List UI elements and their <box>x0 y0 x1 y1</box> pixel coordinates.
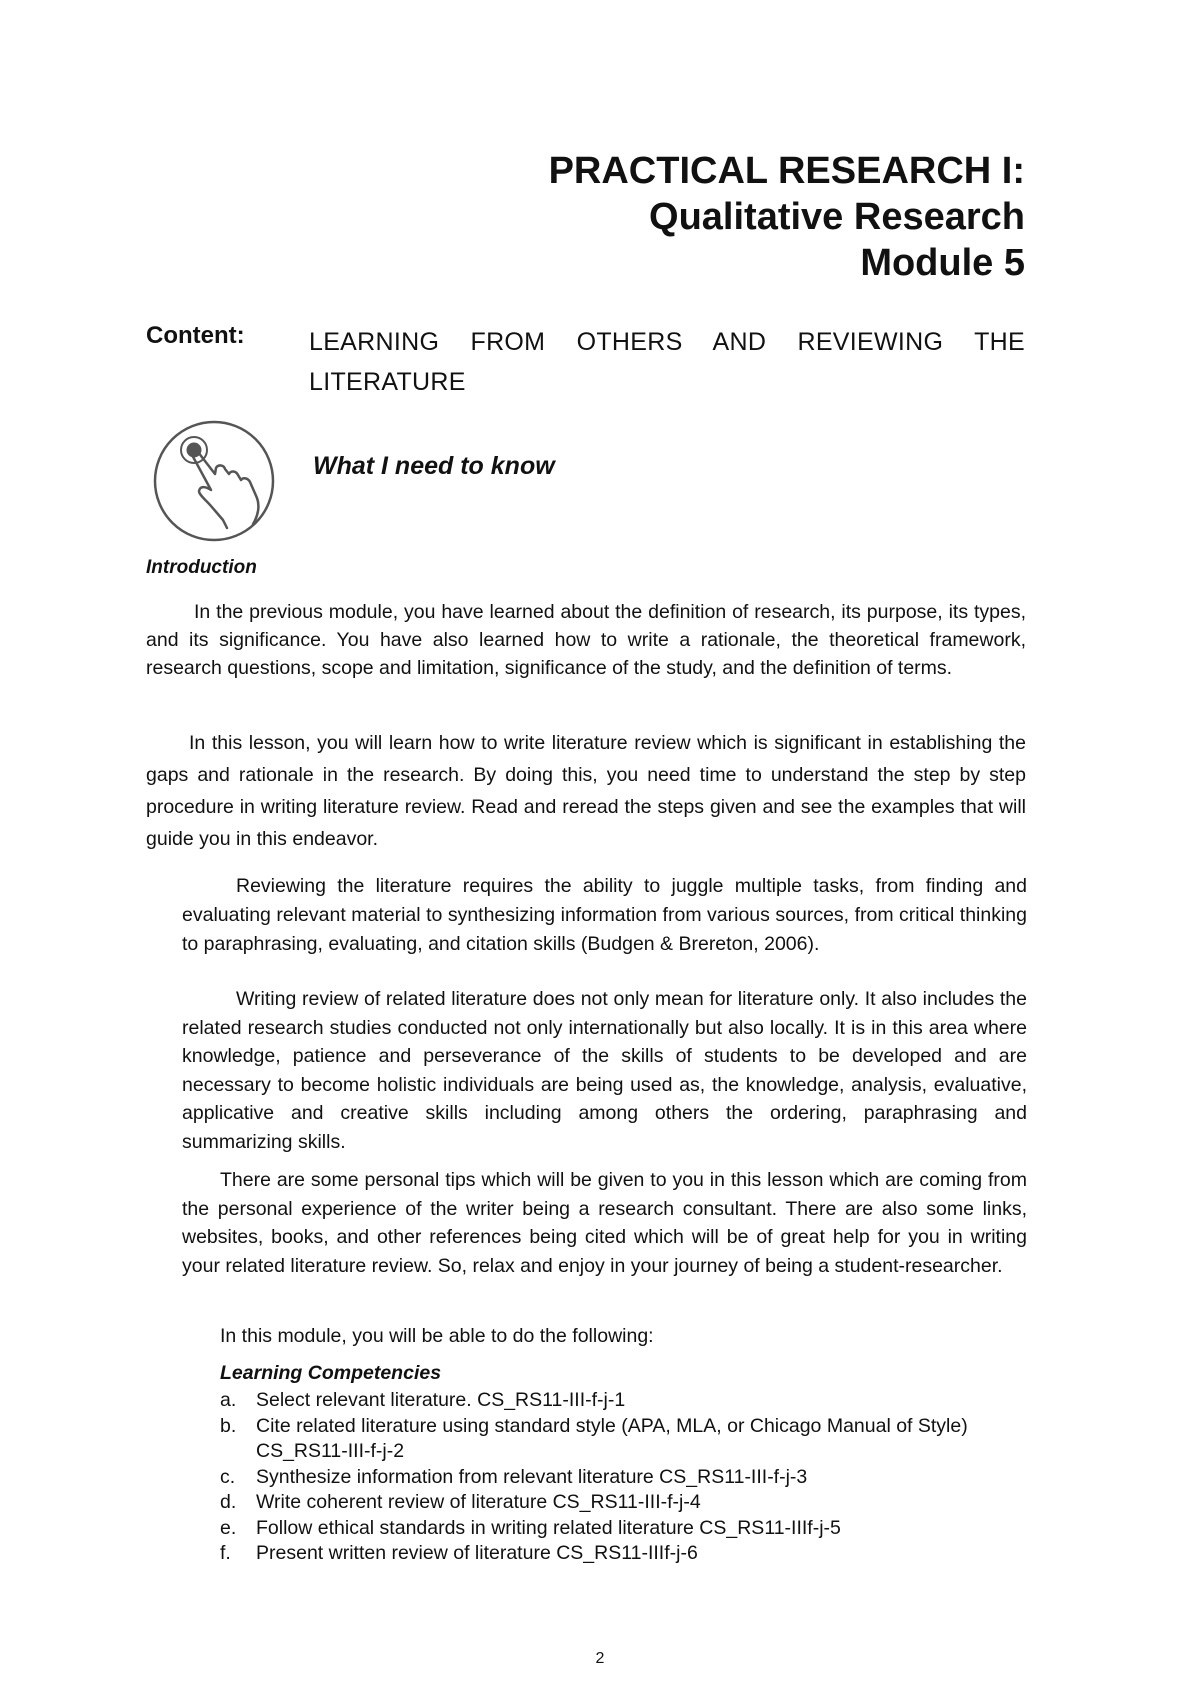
competency-item <box>220 1388 1020 1414</box>
content-label: Content: <box>146 322 245 349</box>
introduction-label: Introduction <box>146 557 257 578</box>
competency-text: Cite related literature using standard style (APA, MLA, or Chicago Manual of Style) CS_RS11-III-f-j-2 <box>256 1414 968 1462</box>
competency-letter: f. <box>220 1542 231 1564</box>
competency-item <box>220 1465 1020 1491</box>
intro-paragraph-4: Writing review of related literature does not only mean for literature only. It also includes the related research studies conducted not only internationally but also locally. It is in this area where knowledge, patience and perseverance of the skills of students to be developed and are necessary to become holistic individuals are being used as, the knowledge, analysis, evaluative, applicative and creative skills including among others the ordering, paraphrasing and summarizing skills. <box>182 988 1027 1153</box>
competency-text: Synthesize information from relevant literature CS_RS11-III-f-j-3 <box>256 1465 808 1488</box>
intro-paragraph-3: Reviewing the literature requires the ability to juggle multiple tasks, from finding and evaluating relevant material to synthesizing information from various sources, from critical thinking to paraphrasing, evaluating, and citation skills (Budgen & Brereton, 2006). <box>182 875 1027 955</box>
competency-item <box>220 1414 1020 1465</box>
competency-text: Write coherent review of literature CS_RS11-III-f-j-4 <box>256 1491 701 1513</box>
competency-item <box>220 1516 1020 1542</box>
section-heading: What I need to know <box>313 452 555 480</box>
title-line-1: PRACTICAL RESEARCH I: <box>548 150 1025 192</box>
competency-letter: e. <box>220 1516 237 1539</box>
intro-paragraph-5: There are some personal tips which will be given to you in this lesson which are coming from the personal experience of the writer being a research consultant. There are also some links, websites, books, and other references being cited which will be of great help for you in writing your related literature review. So, relax and enjoy in your journey of being a student-researcher. <box>182 1169 1027 1277</box>
competency-item <box>220 1490 1020 1516</box>
page-number: 2 <box>595 1650 605 1667</box>
competency-list <box>220 1388 1020 1567</box>
intro-paragraph-6: In this module, you will be able to do the following: <box>220 1325 654 1347</box>
module-title <box>549 148 1025 286</box>
intro-paragraph-1: In the previous module, you have learned about the definition of research, its purpose, its types, and its significance. You have also learned how to write a rationale, the theoretical framework, research questions, scope and limitation, significance of the study, and the definition of terms. <box>146 601 1026 679</box>
learning-competencies-label: Learning Competencies <box>220 1362 442 1384</box>
touch-hand-icon <box>153 420 275 542</box>
competency-letter: c. <box>220 1465 236 1488</box>
content-topic: LEARNING FROM OTHERS AND REVIEWING THE LITERATURE <box>309 328 1025 396</box>
title-line-3: Module 5 <box>860 242 1025 284</box>
competency-text: Present written review of literature CS_RS11-IIIf-j-6 <box>256 1542 698 1564</box>
competency-text: Follow ethical standards in writing related literature CS_RS11-IIIf-j-5 <box>256 1516 841 1539</box>
competency-item <box>220 1541 1020 1567</box>
competency-text: Select relevant literature. CS_RS11-III-f-j-1 <box>256 1389 626 1411</box>
title-line-2: Qualitative Research <box>649 196 1025 238</box>
intro-paragraph-2: In this lesson, you will learn how to write literature review which is significant in establishing the gaps and rationale in the research. By doing this, you need time to understand the step by step procedure in writing literature review. Read and reread the steps given and see the examples that will guide you in this endeavor. <box>146 732 1026 850</box>
competency-letter: a. <box>220 1389 237 1411</box>
competency-letter: d. <box>220 1491 237 1513</box>
competency-letter: b. <box>220 1414 237 1437</box>
